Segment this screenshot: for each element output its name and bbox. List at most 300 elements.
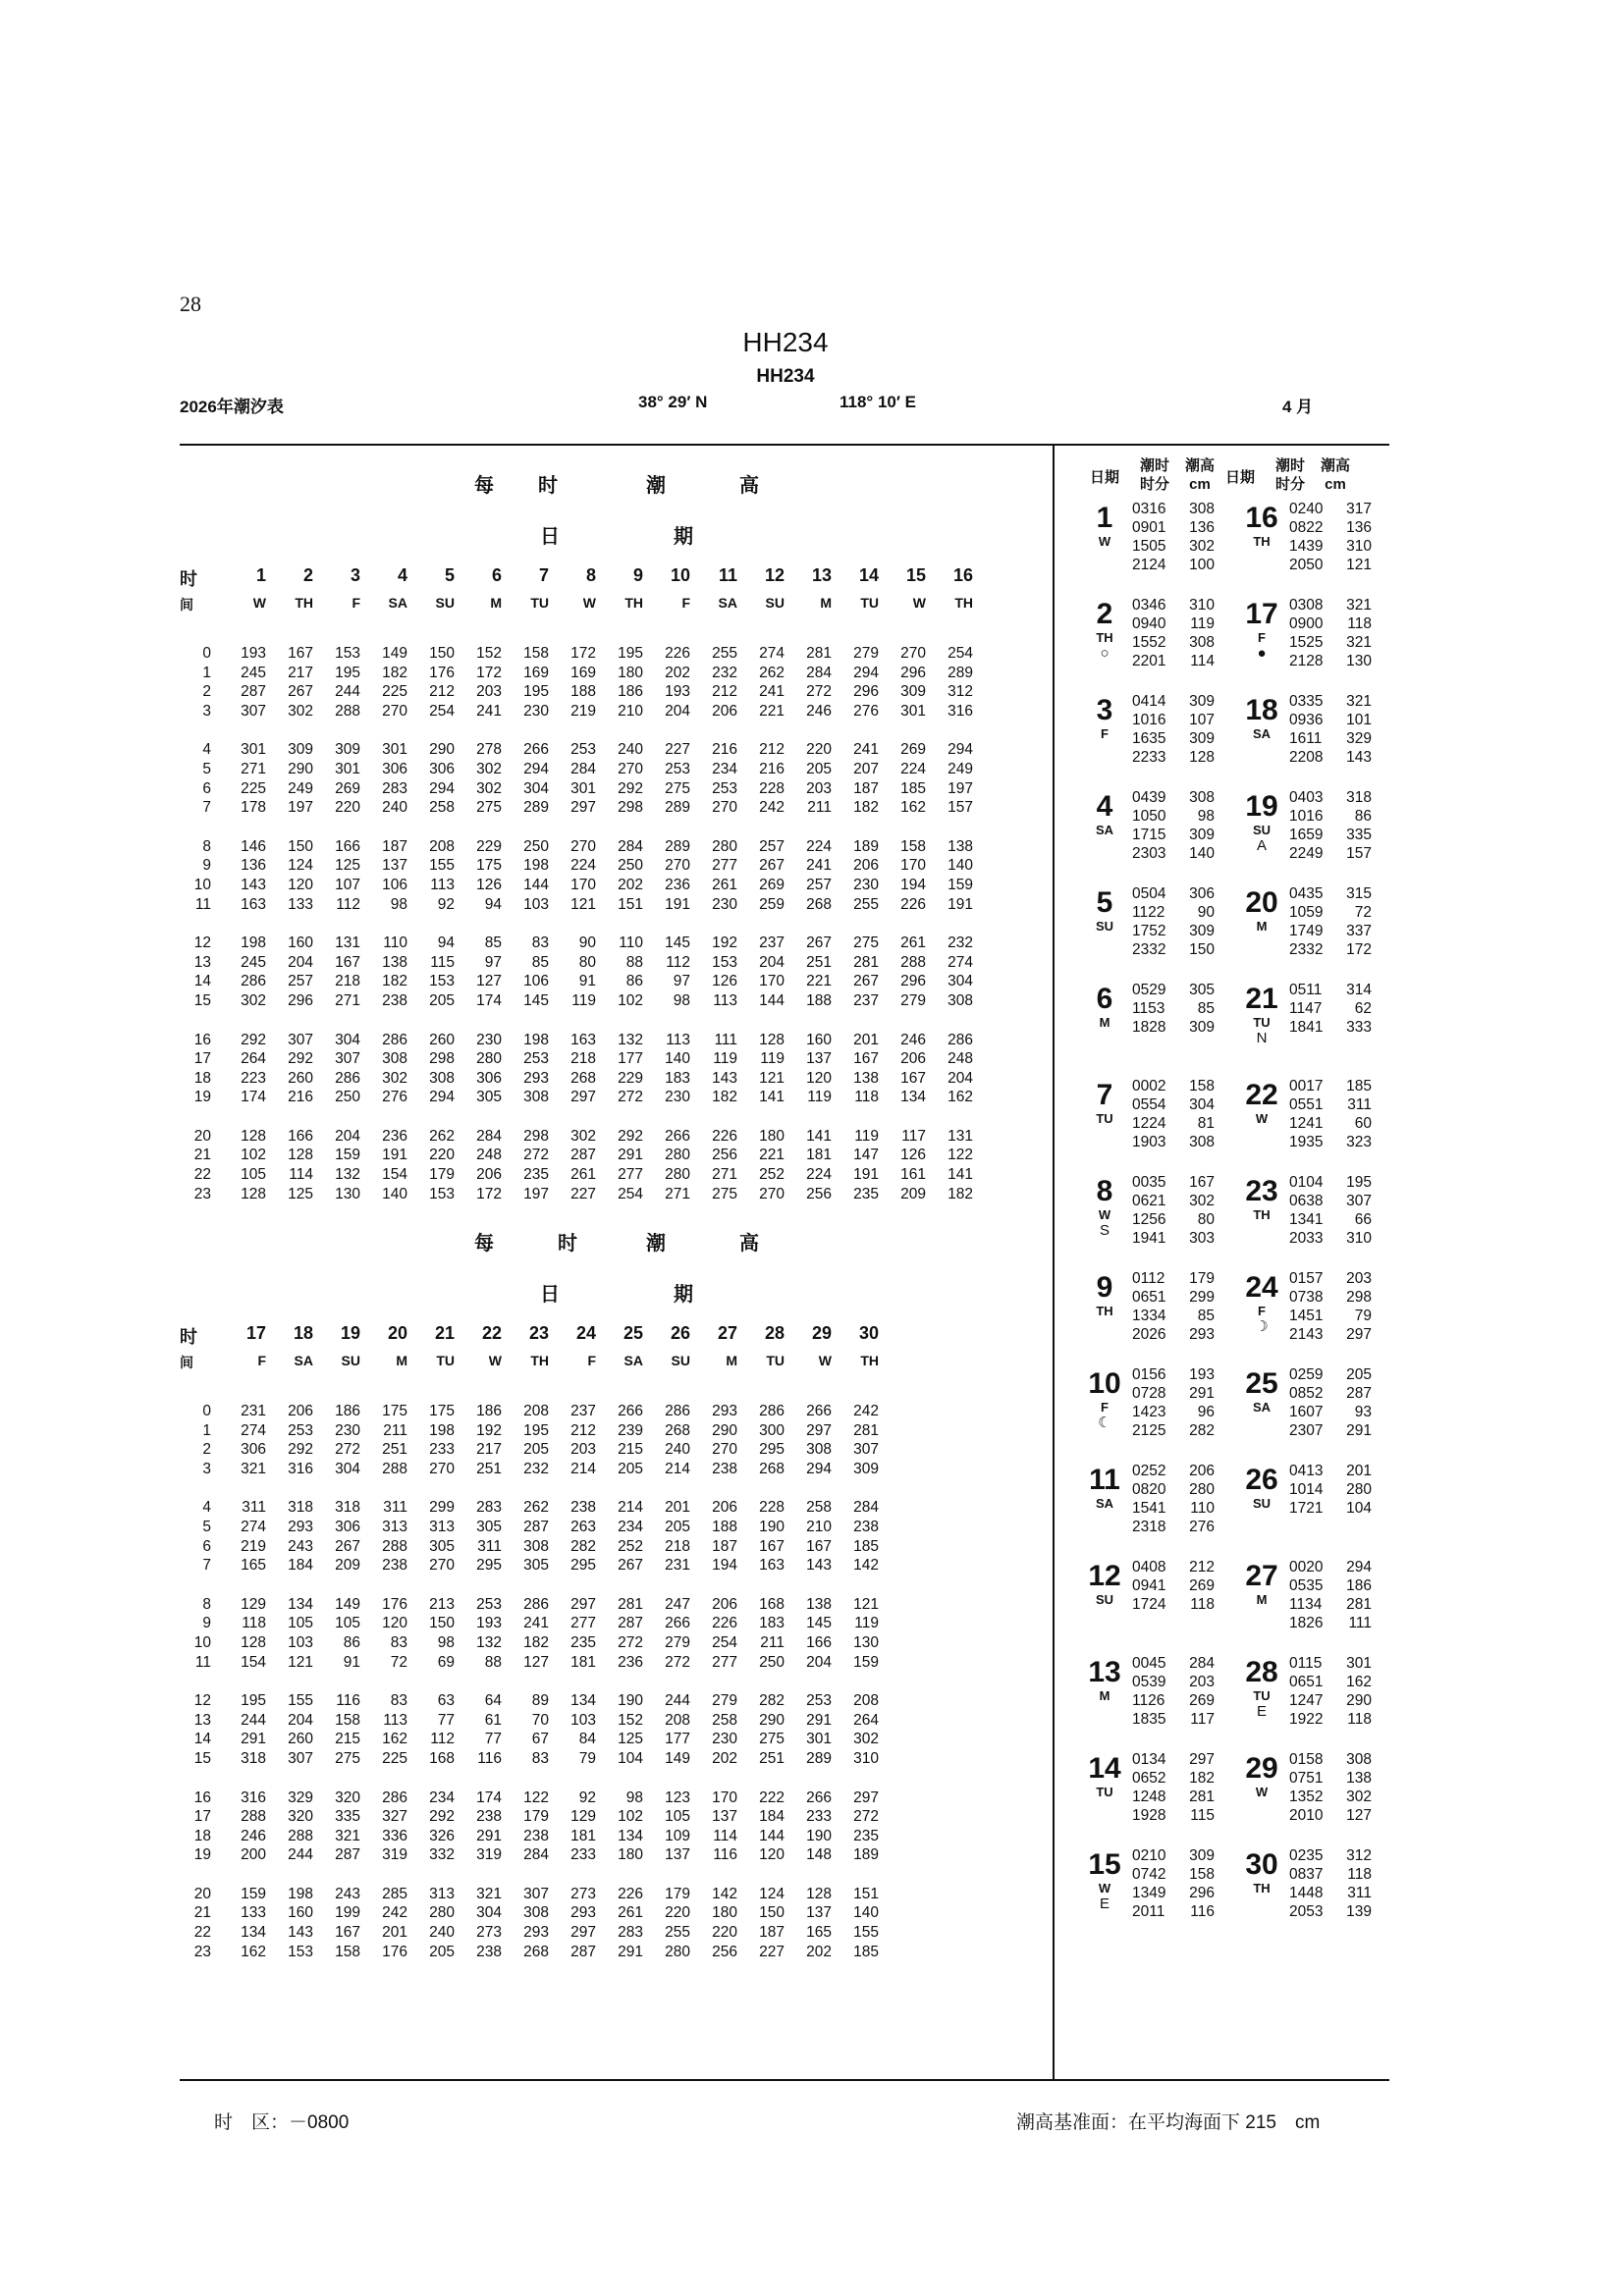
height-cell: 148 <box>806 1846 832 1864</box>
tide-height: 308 <box>1189 634 1215 651</box>
height-cell: 199 <box>335 1904 360 1922</box>
height-cell: 120 <box>288 876 313 893</box>
height-cell: 189 <box>853 1846 879 1864</box>
tide-height: 301 <box>1346 1655 1372 1672</box>
height-cell: 268 <box>759 1460 785 1477</box>
day-header-row <box>180 1323 879 1345</box>
tide-height: 167 <box>1189 1174 1215 1191</box>
grid-title-char: 高 <box>739 1233 759 1255</box>
tide-height: 93 <box>1354 1404 1372 1420</box>
height-cell: 250 <box>759 1653 785 1671</box>
tide-time: 0002 <box>1132 1078 1166 1095</box>
tide-height: 136 <box>1189 519 1215 536</box>
height-cell: 318 <box>241 1749 266 1767</box>
tide-heights <box>1181 596 1215 670</box>
height-cell: 218 <box>570 1050 596 1068</box>
tide-day <box>1242 884 1399 973</box>
height-cell: 266 <box>665 1127 690 1145</box>
height-cell: 194 <box>900 876 926 893</box>
height-cell: 169 <box>570 664 596 681</box>
tide-time: 1248 <box>1132 1789 1166 1805</box>
height-cell: 197 <box>947 779 973 797</box>
height-cell: 326 <box>429 1827 455 1844</box>
tide-day <box>1242 1365 1399 1454</box>
height-cell: 313 <box>429 1885 455 1902</box>
height-cell: 166 <box>335 837 360 855</box>
hour-row <box>180 1749 879 1769</box>
height-cell: 238 <box>523 1827 549 1844</box>
hour-row <box>180 1146 973 1165</box>
tide-height: 85 <box>1197 1308 1215 1324</box>
tide-time: 1050 <box>1132 808 1166 825</box>
height-cell: 167 <box>288 645 313 662</box>
height-cell: 281 <box>806 645 832 662</box>
height-cell: 268 <box>665 1421 690 1439</box>
hour-label: 12 <box>193 1692 211 1710</box>
height-cell: 83 <box>531 934 549 952</box>
height-cell: 133 <box>241 1904 266 1922</box>
height-cell: 230 <box>665 1089 690 1106</box>
height-cell: 188 <box>570 683 596 701</box>
hour-rows <box>180 1402 879 1961</box>
day-number: 6 <box>1096 983 1113 1015</box>
day-number: 15 <box>1088 1848 1121 1881</box>
height-cell: 218 <box>335 973 360 990</box>
hour-row <box>180 1653 879 1673</box>
height-cell: 216 <box>759 760 785 777</box>
tide-height: 206 <box>1189 1463 1215 1479</box>
height-cell: 177 <box>665 1731 690 1748</box>
weekday: SU <box>341 1353 360 1368</box>
height-cell: 179 <box>665 1885 690 1902</box>
height-cell: 195 <box>335 664 360 681</box>
tide-time: 1941 <box>1132 1230 1166 1247</box>
tide-times <box>1289 692 1323 767</box>
height-cell: 167 <box>759 1537 785 1555</box>
tide-day <box>1242 1077 1399 1165</box>
tide-time: 1922 <box>1289 1711 1324 1728</box>
height-cell: 291 <box>241 1731 266 1748</box>
height-cell: 308 <box>523 1537 549 1555</box>
height-cell: 128 <box>759 1031 785 1048</box>
height-cell: 219 <box>241 1537 266 1555</box>
height-cell: 306 <box>429 760 455 777</box>
tide-time: 0414 <box>1132 693 1166 710</box>
tide-height: 314 <box>1346 982 1372 998</box>
height-cell: 123 <box>665 1789 690 1806</box>
tide-times <box>1132 884 1165 959</box>
height-cell: 235 <box>523 1166 549 1184</box>
day-number: 2 <box>302 565 313 585</box>
height-cell: 304 <box>476 1904 502 1922</box>
height-cell: 257 <box>288 973 313 990</box>
tide-time: 0738 <box>1289 1289 1324 1306</box>
date-title-char: 期 <box>674 526 693 548</box>
height-cell: 295 <box>476 1557 502 1575</box>
weekday: TH <box>1096 1304 1113 1318</box>
day-number: 13 <box>1088 1656 1121 1688</box>
height-cell: 201 <box>665 1499 690 1517</box>
height-cell: 308 <box>523 1904 549 1922</box>
tide-height: 282 <box>1189 1422 1215 1439</box>
height-header: 潮高 cm <box>1320 457 1350 493</box>
tide-height: 302 <box>1189 1193 1215 1209</box>
height-cell: 287 <box>335 1846 360 1864</box>
height-cell: 289 <box>523 799 549 817</box>
height-cell: 280 <box>476 1050 502 1068</box>
height-cell: 205 <box>429 1943 455 1960</box>
height-cell: 134 <box>241 1924 266 1942</box>
height-cell: 201 <box>853 1031 879 1048</box>
weekday: SU <box>1095 919 1114 934</box>
hour-label: 8 <box>202 837 211 855</box>
height-cell: 130 <box>853 1633 879 1651</box>
page-number: 28 <box>180 292 201 316</box>
grid-title-char: 潮 <box>646 475 666 497</box>
hour-row <box>180 1031 973 1050</box>
tide-day <box>1085 596 1242 684</box>
height-cell: 257 <box>759 837 785 855</box>
height-cell: 153 <box>712 953 737 971</box>
tide-time: 1122 <box>1132 904 1165 921</box>
tide-day <box>1085 1750 1242 1839</box>
height-cell: 175 <box>429 1403 455 1419</box>
weekday: TH <box>530 1353 549 1368</box>
hour-label: 18 <box>193 1069 211 1087</box>
height-cell: 305 <box>476 1089 502 1106</box>
height-cell: 292 <box>618 1127 643 1145</box>
height-cell: 270 <box>759 1185 785 1202</box>
tide-height: 323 <box>1346 1134 1372 1150</box>
height-cell: 251 <box>806 953 832 971</box>
tide-height: 276 <box>1189 1519 1215 1535</box>
height-cell: 304 <box>947 973 973 990</box>
hour-label: 21 <box>193 1904 211 1922</box>
height-cell: 112 <box>666 953 690 971</box>
height-cell: 122 <box>523 1789 549 1806</box>
height-cell: 126 <box>476 876 502 893</box>
height-cell: 301 <box>382 741 407 759</box>
height-cell: 94 <box>484 895 502 913</box>
day-number: 13 <box>811 565 832 585</box>
weekday: F <box>681 595 690 611</box>
height-cell: 202 <box>806 1943 832 1960</box>
hour-row <box>180 682 973 702</box>
height-cell: 184 <box>288 1557 313 1575</box>
height-cell: 212 <box>759 741 785 759</box>
column-divider <box>1053 444 1055 2079</box>
tide-time: 1247 <box>1289 1692 1324 1709</box>
weekday: TU <box>1096 1785 1113 1799</box>
height-cell: 160 <box>806 1031 832 1048</box>
height-cell: 181 <box>570 1653 596 1671</box>
height-cell: 149 <box>335 1595 360 1613</box>
tide-heights <box>1338 1077 1372 1151</box>
tide-height: 335 <box>1346 827 1372 843</box>
height-cell: 113 <box>713 991 737 1009</box>
tide-time: 1841 <box>1289 1019 1324 1036</box>
height-cell: 316 <box>288 1460 313 1477</box>
height-cell: 150 <box>429 1615 455 1632</box>
tide-height: 118 <box>1347 1866 1372 1883</box>
tide-time: 1423 <box>1132 1404 1166 1420</box>
height-cell: 213 <box>429 1595 455 1613</box>
height-cell: 275 <box>712 1185 737 1202</box>
height-cell: 235 <box>853 1185 879 1202</box>
tide-time: 1835 <box>1132 1711 1166 1728</box>
height-cell: 268 <box>523 1943 549 1960</box>
hour-row <box>180 1691 879 1711</box>
height-cell: 91 <box>578 973 596 990</box>
height-cell: 170 <box>570 876 596 893</box>
hour-row <box>180 1049 973 1069</box>
tide-time: 1752 <box>1132 923 1166 939</box>
height-cell: 232 <box>712 664 737 681</box>
height-cell: 286 <box>523 1595 549 1613</box>
height-cell: 137 <box>806 1904 832 1922</box>
tide-height: 85 <box>1197 1000 1215 1017</box>
height-cell: 275 <box>476 799 502 817</box>
tide-height: 290 <box>1346 1692 1372 1709</box>
day-number: 11 <box>718 565 737 585</box>
weekday: F <box>1101 726 1109 741</box>
tide-height: 193 <box>1189 1366 1215 1383</box>
height-cell: 260 <box>429 1031 455 1048</box>
height-cell: 134 <box>900 1089 926 1106</box>
tide-height: 305 <box>1189 982 1215 998</box>
tide-time: 1016 <box>1289 808 1324 825</box>
hour-row <box>180 972 973 991</box>
tide-heights <box>1338 1365 1372 1440</box>
height-cell: 208 <box>523 1403 549 1419</box>
tide-time: 0308 <box>1289 597 1324 614</box>
height-cell: 144 <box>759 991 785 1009</box>
tide-height: 280 <box>1189 1481 1215 1498</box>
tide-times <box>1132 1654 1165 1729</box>
height-cell: 212 <box>712 683 737 701</box>
tide-height: 60 <box>1354 1115 1372 1132</box>
height-cell: 86 <box>343 1633 360 1651</box>
weekday: W <box>252 595 266 611</box>
tide-times <box>1132 1269 1165 1344</box>
tide-heights <box>1338 884 1372 959</box>
hour-rows <box>180 644 973 1203</box>
height-cell: 220 <box>335 799 360 817</box>
height-cell: 143 <box>241 876 266 893</box>
height-cell: 264 <box>241 1050 266 1068</box>
hour-label: 间 <box>180 597 193 613</box>
weekday: TU <box>530 595 549 611</box>
grid-title-char: 每 <box>474 1233 494 1255</box>
height-cell: 120 <box>806 1069 832 1087</box>
height-cell: 191 <box>947 895 973 913</box>
height-cell: 253 <box>288 1421 313 1439</box>
tide-height: 309 <box>1189 693 1215 710</box>
tide-height: 81 <box>1197 1115 1215 1132</box>
hour-label: 19 <box>193 1089 211 1106</box>
tide-day <box>1085 788 1242 877</box>
hour-label: 5 <box>202 760 211 777</box>
height-cell: 179 <box>429 1166 455 1184</box>
weekday: W <box>818 1353 832 1368</box>
height-cell: 231 <box>665 1557 690 1575</box>
tide-time: 0651 <box>1132 1289 1166 1306</box>
height-cell: 284 <box>476 1127 502 1145</box>
moon-phase-mark: E <box>1099 1896 1110 1912</box>
tide-entry-row <box>1085 1846 1399 1935</box>
height-cell: 162 <box>241 1943 266 1960</box>
tide-height: 281 <box>1189 1789 1215 1805</box>
day-number: 17 <box>245 1323 266 1343</box>
height-cell: 257 <box>806 876 832 893</box>
height-cell: 215 <box>618 1441 643 1459</box>
tide-time: 1721 <box>1289 1500 1324 1517</box>
date-header: 日期 <box>1224 469 1255 486</box>
tide-height: 269 <box>1189 1577 1215 1594</box>
hour-label: 3 <box>202 1460 211 1477</box>
tide-time: 0156 <box>1132 1366 1166 1383</box>
height-cell: 297 <box>570 1924 596 1942</box>
height-cell: 124 <box>759 1885 785 1902</box>
height-cell: 208 <box>853 1692 879 1710</box>
height-cell: 188 <box>712 1518 737 1535</box>
tide-times <box>1289 1654 1323 1729</box>
tide-height: 179 <box>1189 1270 1215 1287</box>
tide-height: 321 <box>1346 693 1372 710</box>
height-cell: 209 <box>900 1185 926 1202</box>
tide-height: 321 <box>1346 634 1372 651</box>
tide-height: 107 <box>1189 712 1215 728</box>
height-cell: 235 <box>570 1633 596 1651</box>
height-cell: 167 <box>853 1050 879 1068</box>
tide-time: 0115 <box>1289 1655 1323 1672</box>
height-cell: 105 <box>665 1808 690 1826</box>
height-cell: 206 <box>900 1050 926 1068</box>
height-cell: 277 <box>618 1166 643 1184</box>
panel-header <box>1085 456 1399 500</box>
tide-day <box>1242 1269 1399 1358</box>
height-cell: 275 <box>335 1749 360 1767</box>
height-cell: 128 <box>241 1127 266 1145</box>
hour-label: 7 <box>202 799 211 817</box>
height-cell: 85 <box>531 953 549 971</box>
weekday: TU <box>1096 1111 1113 1126</box>
height-cell: 220 <box>429 1147 455 1164</box>
height-cell: 121 <box>853 1595 879 1613</box>
height-cell: 146 <box>241 837 266 855</box>
height-cell: 226 <box>665 645 690 662</box>
hour-label: 22 <box>193 1166 211 1184</box>
tide-height: 117 <box>1190 1711 1215 1728</box>
hour-label: 18 <box>193 1827 211 1844</box>
day-number: 17 <box>1245 598 1278 630</box>
tide-time: 1828 <box>1132 1019 1166 1036</box>
height-cell: 140 <box>382 1185 407 1202</box>
height-cell: 250 <box>335 1089 360 1106</box>
height-cell: 225 <box>382 1749 407 1767</box>
height-cell: 241 <box>853 741 879 759</box>
height-cell: 226 <box>712 1127 737 1145</box>
height-cell: 167 <box>806 1537 832 1555</box>
tide-time: 0529 <box>1132 982 1166 998</box>
tide-heights <box>1338 981 1372 1037</box>
day-number: 6 <box>491 565 502 585</box>
height-cell: 155 <box>288 1692 313 1710</box>
tide-time: 0252 <box>1132 1463 1166 1479</box>
height-cell: 217 <box>288 664 313 681</box>
hour-row <box>180 1827 879 1846</box>
tide-height: 318 <box>1346 789 1372 806</box>
day-number: 9 <box>632 565 643 585</box>
tide-height: 302 <box>1346 1789 1372 1805</box>
tide-height: 308 <box>1189 501 1215 517</box>
day-header-row <box>180 565 973 587</box>
height-cell: 206 <box>712 702 737 720</box>
height-cell: 241 <box>806 857 832 875</box>
height-cell: 243 <box>288 1537 313 1555</box>
tide-time: 2033 <box>1289 1230 1324 1247</box>
height-cell: 292 <box>288 1050 313 1068</box>
hour-row <box>180 991 973 1011</box>
height-cell: 187 <box>759 1924 785 1942</box>
height-cell: 298 <box>523 1127 549 1145</box>
height-cell: 112 <box>430 1731 455 1748</box>
height-cell: 138 <box>806 1595 832 1613</box>
height-cell: 222 <box>759 1789 785 1806</box>
tide-times <box>1132 1365 1165 1440</box>
hour-row <box>180 1069 973 1089</box>
height-cell: 97 <box>673 973 690 990</box>
date-title-char: 日 <box>540 526 560 548</box>
height-cell: 284 <box>523 1846 549 1864</box>
tide-height: 110 <box>1190 1500 1215 1517</box>
tide-entry-row <box>1085 1654 1399 1742</box>
height-cell: 267 <box>806 934 832 952</box>
hour-row <box>180 664 973 683</box>
tide-time: 2026 <box>1132 1326 1166 1343</box>
height-cell: 137 <box>806 1050 832 1068</box>
tide-height: 79 <box>1354 1308 1372 1324</box>
height-cell: 306 <box>335 1518 360 1535</box>
tide-time: 0535 <box>1289 1577 1324 1594</box>
hour-row <box>180 702 973 721</box>
tide-day <box>1242 1173 1399 1261</box>
weekday: SU <box>1252 823 1272 837</box>
tide-height: 118 <box>1347 615 1372 632</box>
tide-height: 195 <box>1346 1174 1372 1191</box>
height-cell: 98 <box>437 1633 455 1651</box>
height-cell: 281 <box>853 1421 879 1439</box>
tide-day <box>1242 788 1399 877</box>
moon-phase-mark: ● <box>1257 645 1267 662</box>
tide-heights <box>1181 1173 1215 1248</box>
hour-label: 9 <box>202 1615 211 1632</box>
height-cell: 238 <box>476 1943 502 1960</box>
height-cell: 163 <box>570 1031 596 1048</box>
day-number: 18 <box>1245 694 1278 726</box>
height-cell: 132 <box>618 1031 643 1048</box>
tide-time: 1525 <box>1289 634 1324 651</box>
hour-label: 0 <box>202 1403 211 1419</box>
height-cell: 119 <box>854 1127 879 1145</box>
height-cell: 234 <box>712 760 737 777</box>
weekday: SA <box>1095 1496 1114 1511</box>
height-cell: 272 <box>806 683 832 701</box>
height-cell: 276 <box>853 702 879 720</box>
height-cell: 319 <box>476 1846 502 1864</box>
height-cell: 154 <box>241 1653 266 1671</box>
height-cell: 131 <box>335 934 360 952</box>
